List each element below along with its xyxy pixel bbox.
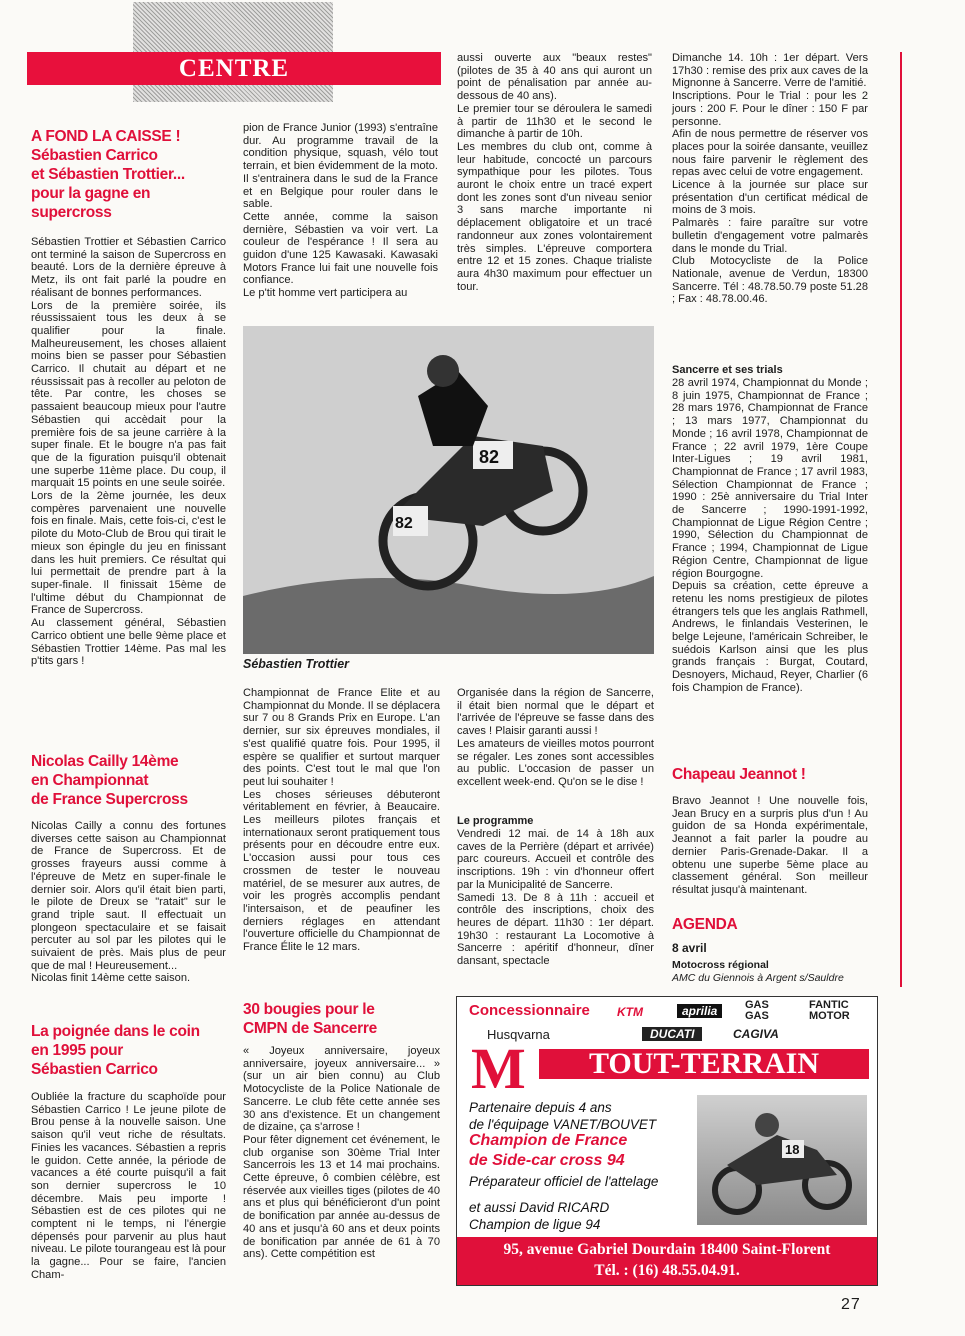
header-texture-bottom [133,84,333,102]
brand-cagiva: CAGIVA [733,1027,779,1041]
article-text: Championnat de France Elite et au Championnat du Monde. Il se déplacera sur 7 ou 8 Grands Prix en Europe. L'an dernier, sur six épreuves mondiales, il s'est qualifié quatre fois. Pour 1995, il espère se qualifier et surtout marquer des points. C'est tout le mal que l'on peut lui souhaiter ! Les choses sérieuses débuteront véritablement en février, à Beaucaire. Les meilleurs pilotes français et internationaux seront pratiquement tous présents pour en découdre entre eux. L'occasion aussi pour tous ces crossmen de tester le nouveau matériel, de se mesurer aux autres, de voir les progrès accomplis pendant l'intersaison, et de peaufiner les derniers réglages en attendant l'ouverture officielle du Championnat de France Élite le 12 mars. [243,687,440,954]
ad-line1: Partenaire depuis 4 ans [469,1100,612,1115]
ad-line7: Champion de ligue 94 [469,1217,601,1232]
brand-aprilia: aprilia [677,1004,722,1018]
brand-fantic: FANTIC MOTOR [809,999,850,1022]
brand-ducati: DUCATI [642,1027,702,1041]
article-text: Bravo Jeannot ! Une nouvelle fois, Jean Brucy en a surpris plus d'un ! Au guidon de sa Honda expérimentale, Jeannot a fait parler la poudre au dernier Paris-Grenade-Dakar. Il a obtenu une superbe 5ème place au classement général. Son meilleur résultat jusqu'à maintenant. [672,795,868,896]
column-rule [900,52,902,987]
ad-line3: Champion de France [469,1132,628,1149]
brand-husqvarna: Husqvarna [487,1027,550,1042]
brand-ktm: KTM [617,1005,643,1019]
shop-name: TOUT-TERRAIN [539,1049,869,1079]
svg-text:82: 82 [395,515,413,532]
ad-address: 95, avenue Gabriel Dourdain 18400 Saint-Florent [503,1241,831,1258]
motocross-rider-image [243,326,654,654]
article-text: Vendredi 12 mai. de 14 à 18h aux caves de la Perrière (départ et arrivée) parc coureurs. Accueil et contrôle des inscriptions. 19h : vin d'honneur offert par la Municipalité de Sancerre. Samedi 13. De 8 à 11h : accueil et contrôle des inscriptions, choix des heures de départ. 11h30 : 1er départ. 19h30 : restaurant La Locomotive à Sancerre : apéritif d'honneur, dîner dansant, spectacle [457,828,654,968]
ad-line5: Préparateur officiel de l'attelage [469,1174,659,1189]
ad-line4: de Side-car cross 94 [469,1152,625,1169]
article-text: « Joyeux anniversaire, joyeux anniversaire, joyeux anniversaire... » (sur un air bien connu) au Club Motocycliste de la Police Nationale de Sancerre. Le club fête cette année ses 30 ans d'existence. Et un changement de dizaine, ça s'arrose ! Pour fêter dignement cet événement, le club organise son 30ème Trial Inter Sancerrois les 13 et 14 mai prochains. Cette épreuve, ô combien célèbre, est réservée aux vieilles tiges (pilotes de 40 ans et plus qui bénéficieront d'un point de bonification par année au-dessus de 40 ans et jusqu'à 60 ans et deux points de bonification par année de 61 à 70 ans). Cette compétition est [243,1045,440,1261]
ad-line2: de l'équipage VANET/BOUVET [469,1117,657,1132]
ad-line6: et aussi David RICARD [469,1200,610,1215]
advertisement [456,996,878,1286]
article-text: Oubliée la fracture du scaphoïde pour Sébastien Carrico ! Le jeune pilote de Brou pense à la nouvelle saison. Une saison qu'il veut riche de résultats. Finies les vacances. Sébastien a repris le guidon. Cette année, la période de vacances a été courte puisqu'il a fait son dernier supercross le 10 décembre. Mais peu importe ! Sébastien est de ces pilotes qui ne comptent ni le temps, ni l'énergie dépensés pour parvenir au plus haut niveau. Le pilote tourangeau est là pour la gagne... Pour se faire, l'ancien Cham- [31,1091,226,1281]
section-banner: CENTRE [27,52,441,85]
ad-concessionnaire: Concessionnaire [469,1002,590,1019]
brand-gasgas: GAS GAS [745,999,769,1022]
headline-bougies: 30 bougies pour le CMPN de Sancerre [243,1001,377,1037]
logo-m: M [471,1036,526,1101]
article-text: pion de France Junior (1993) s'entraîne dur. Au programme travail de la condition physique, squash, vélo tout terrain, et bien évidemment de la moto. Il s'entrainera dans le sud de la France et en Belgique pour rouler dans le sable. Cette année, comme la saison dernière, Sébastien va voir vert. La couleur de l'espérance ! Il sera au guidon d'une 125 Kawasaki. Kawasaki Motors France lui fait une nouvelle fois confiance. Le p'tit homme vert participera au [243,122,438,300]
headline-agenda: AGENDA [672,916,738,933]
headline-chapeau: Chapeau Jeannot ! [672,766,806,783]
article-text: Dimanche 14. 10h : 1er départ. Vers 17h30 : remise des prix aux caves de la Mignonne à Sancerre. Verre de l'amitié. Inscriptions. Pour le Trial : pour les 2 jours : 200 F. Pour le dîner : 150 F par personne. Afin de nous permettre de réserver vos places pour la soirée dansante, veuillez nous faire parvenir le règlement des repas avec celui de votre engagement. Licence à la journée sur place sur présentation d'un certificat médical de moins de 3 mois. Palmarès : faire paraître sur votre bulletin d'engagement votre palmarès dans le monde du Trial. Club Motocycliste de la Police Nationale, avenue de Verdun, 18300 Sancerre. Tél : 48.78.50.79 poste 51.28 ; Fax : 48.78.00.46. [672,52,868,306]
svg-text:18: 18 [785,1142,800,1157]
subhead-programme: Le programme [457,815,534,827]
header-texture [133,2,333,52]
headline-a-fond: A FOND LA CAISSE ! Sébastien Carrico et Sébastien Trottier... pour la gagne en supercross [31,128,185,221]
page-number: 27 [841,1296,861,1313]
article-text: aussi ouverte aux "beaux restes" (pilotes de 35 à 40 ans qui auront un point de pénalisation par année au-dessous de 40 ans). Le premier tour se déroulera le samedi à partir de 11h30 et le second le dimanche à partir de 10h. Les membres du club ont, comme à leur habitude, concocté un parcours sympathique pour les pilotes. Tous auront le choix entre un tracé expert dont les zones sont d'un niveau senior 3 sans marche importante ni déplacement obligatoire et un tracé randonneur aux zones volontairement très simples. L'épreuve comportera entre 12 et 15 zones. Chaque trialiste aura 4h30 maximum pour effectuer un tour. [457,52,652,293]
photo-caption: Sébastien Trottier [243,657,350,671]
ad-phone: Tél. : (16) 48.55.04.91. [594,1262,740,1279]
ad-address-bar [457,1237,877,1285]
agenda-detail: AMC du Giennois à Argent s/Sauldre [672,972,844,984]
article-text: Organisée dans la région de Sancerre, il était bien normal que le départ et l'arrivée de l'épreuve se fasse dans des caves ! Plaisir garanti aussi ! Les amateurs de vieilles motos pourront se régaler. Les zones sont accessibles au public. L'occasion de passer un excellent week-end. Qu'on se le dise ! [457,687,654,788]
article-text: Nicolas Cailly a connu des fortunes diverses cette saison au Championnat de France de Supercross. Et de grosses frayeurs aussi comme à l'épreuve de Metz en super-finale le dernier soir. Alors qu'il était bien parti, le pilote de Dreux se "ratait" sur le grand triple saut. Il effectuait un plongeon spectaculaire et se faisait percuter au sol par les pilotes qui le suivaient de près. Mais plus de peur que de mal ! Heureusement... Nicolas finit 14ème cette saison. [31,820,226,985]
article-text: Sébastien Trottier et Sébastien Carrico ont terminé la saison de Supercross en beauté. Lors de la dernière épreuve à Metz, ils ont fait parlé la poudre en réalisant de bonnes performances. Lors de la première soirée, ils réussissaient tous les deux à se qualifier pour la finale. Malheureusement, les choses allaient moins bien se passer pour Sébastien Carrico. Il chutait au départ et ne réussissait pas à recoller au peloton de tête. Par contre, les choses se passaient beaucoup mieux pour l'autre Sébastien qui accèdait pour la première fois de sa jeune carrière à la super finale. Et le bougre n'a pas fait que de la figuration puisqu'il obtenait une superbe 11ème place. Du coup, il marquait 15 points en une seule soirée. Lors de la 2ème journée, les deux compères parvenaient une nouvelle fois en finale. Mais, cette fois-ci, c'est le pilote du Moto-Club de Brou qui tirait le mieux son épingle du jeu en finissant dans les huit premiers. Ce résultat qui lui permettait de prendre part à la super-finale. Il finissait 15ème de l'ultime début du Championnat de France de Supercross. Au classement général, Sébastien Carrico obtient une belle 9ème place et Sébastien Trottier 14ème. Pas mal les p'tits gars ! [31,236,226,668]
sidecar-photo [697,1095,867,1225]
subhead-sancerre: Sancerre et ses trials [672,364,783,376]
article-text: 28 avril 1974, Championnat du Monde ; 8 juin 1975, Championnat de France ; 28 mars 1976, Championnat de France ; 13 mars 1977, Championnat du Monde ; 16 avril 1978, Championnat de France ; 22 avril 1979, 1ère Coupe Inter-Ligues ; 19 avril 1981, Championnat de France ; 17 avril 1983, Sélection Championnat de France ; 1990 : 25è anniversaire du Trial Inter de Sancerre ; 1990-1991-1992, Championnat de Ligue Région Centre ; 1990, Sélection du Championnat de France ; 1994, Championnat de Ligue Région Centre, Championnat de ligue région Bourgogne. Depuis sa création, cette épreuve a retenu les noms prestigieux de pilotes étrangers tels que les anglais Rathmell, Andrews, le finlandais Vesterinen, le belge Lejeune, l'américain Schreiber, le suédois Karlson ainsi que les plus grands français : Burgat, Coutard, Desnoyers, Michaud, Reyer, Charlier (6 fois Champion de France). [672,377,868,694]
agenda-date: 8 avril [672,941,707,955]
agenda-event: Motocross régional [672,959,769,971]
svg-text:82: 82 [479,447,500,467]
rider-photo [243,326,654,654]
sidecar-image [697,1095,867,1225]
headline-cailly: Nicolas Cailly 14ème en Championnat de France Supercross [31,753,188,808]
headline-poignee: La poignée dans le coin en 1995 pour Sébastien Carrico [31,1023,200,1078]
